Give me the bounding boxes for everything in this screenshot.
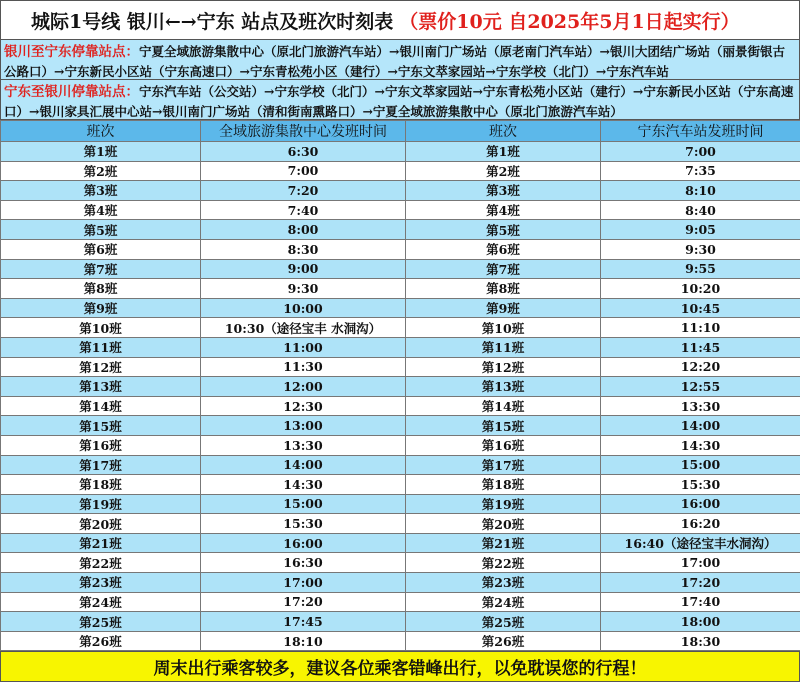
table-row bbox=[1, 612, 800, 632]
trip-number-cell: 第2班 bbox=[1, 161, 201, 181]
departure-time-cell: 16:00 bbox=[601, 494, 800, 514]
table-row bbox=[1, 475, 800, 495]
trip-number-cell: 第8班 bbox=[1, 279, 201, 299]
trip-number-cell: 第2班 bbox=[406, 161, 601, 181]
departure-time-cell: 16:00 bbox=[201, 533, 406, 553]
table-row bbox=[1, 377, 800, 397]
trip-number-cell: 第21班 bbox=[406, 533, 601, 553]
col-header: 班次 bbox=[1, 121, 201, 142]
departure-time-cell: 15:30 bbox=[201, 514, 406, 534]
col-header: 班次 bbox=[406, 121, 601, 142]
table-row bbox=[1, 298, 800, 318]
table-row bbox=[1, 318, 800, 338]
stops-yinchuan-to-ningdong bbox=[0, 40, 800, 80]
departure-time-cell: 11:30 bbox=[201, 357, 406, 377]
departure-time-cell: 17:45 bbox=[201, 612, 406, 632]
departure-time-cell: 11:45 bbox=[601, 337, 800, 357]
departure-time-cell: 9:30 bbox=[601, 239, 800, 259]
departure-time-cell: 10:45 bbox=[601, 298, 800, 318]
table-header-row bbox=[1, 121, 800, 142]
trip-number-cell: 第9班 bbox=[1, 298, 201, 318]
trip-number-cell: 第24班 bbox=[1, 592, 201, 612]
trip-number-cell: 第15班 bbox=[1, 416, 201, 436]
departure-time-cell: 14:30 bbox=[201, 475, 406, 495]
table-row bbox=[1, 200, 800, 220]
trip-number-cell: 第3班 bbox=[406, 181, 601, 201]
departure-time-cell: 15:30 bbox=[601, 475, 800, 495]
trip-number-cell: 第20班 bbox=[1, 514, 201, 534]
table-row bbox=[1, 494, 800, 514]
departure-time-cell: 8:10 bbox=[601, 181, 800, 201]
schedule-table bbox=[0, 120, 800, 651]
trip-number-cell: 第4班 bbox=[406, 200, 601, 220]
trip-number-cell: 第19班 bbox=[406, 494, 601, 514]
departure-time-cell: 17:20 bbox=[601, 573, 800, 593]
trip-number-cell: 第22班 bbox=[1, 553, 201, 573]
trip-number-cell: 第13班 bbox=[406, 377, 601, 397]
trip-number-cell: 第5班 bbox=[406, 220, 601, 240]
trip-number-cell: 第11班 bbox=[1, 337, 201, 357]
trip-number-cell: 第22班 bbox=[406, 553, 601, 573]
trip-number-cell: 第16班 bbox=[1, 435, 201, 455]
departure-time-cell: 12:00 bbox=[201, 377, 406, 397]
departure-time-cell: 17:20 bbox=[201, 592, 406, 612]
departure-time-cell: 18:30 bbox=[601, 631, 800, 651]
departure-time-cell: 13:00 bbox=[201, 416, 406, 436]
table-row bbox=[1, 592, 800, 612]
departure-time-cell: 13:30 bbox=[201, 435, 406, 455]
table-row bbox=[1, 533, 800, 553]
departure-time-cell: 16:20 bbox=[601, 514, 800, 534]
trip-number-cell: 第21班 bbox=[1, 533, 201, 553]
departure-time-cell: 7:20 bbox=[201, 181, 406, 201]
departure-time-cell: 10:30（途径宝丰 水洞沟） bbox=[201, 318, 406, 338]
departure-time-cell: 10:20 bbox=[601, 279, 800, 299]
departure-time-cell: 7:40 bbox=[201, 200, 406, 220]
table-row bbox=[1, 279, 800, 299]
trip-number-cell: 第23班 bbox=[1, 573, 201, 593]
departure-time-cell: 17:40 bbox=[601, 592, 800, 612]
stops-ningdong-to-yinchuan bbox=[0, 80, 800, 120]
trip-number-cell: 第17班 bbox=[1, 455, 201, 475]
departure-time-cell: 12:55 bbox=[601, 377, 800, 397]
departure-time-cell: 18:10 bbox=[201, 631, 406, 651]
table-row bbox=[1, 631, 800, 651]
departure-time-cell: 9:05 bbox=[601, 220, 800, 240]
stops-label: 宁东至银川停靠站点： bbox=[4, 84, 139, 100]
departure-time-cell: 7:35 bbox=[601, 161, 800, 181]
table-row bbox=[1, 142, 800, 162]
trip-number-cell: 第24班 bbox=[406, 592, 601, 612]
trip-number-cell: 第12班 bbox=[406, 357, 601, 377]
trip-number-cell: 第10班 bbox=[1, 318, 201, 338]
departure-time-cell: 12:30 bbox=[201, 396, 406, 416]
departure-time-cell: 6:30 bbox=[201, 142, 406, 162]
footer-notice: 周末出行乘客较多，建议各位乘客错峰出行，以免耽误您的行程！ bbox=[0, 651, 800, 682]
stops-label: 银川至宁东停靠站点： bbox=[4, 44, 139, 60]
departure-time-cell: 10:00 bbox=[201, 298, 406, 318]
table-row bbox=[1, 259, 800, 279]
table-row bbox=[1, 357, 800, 377]
departure-time-cell: 8:00 bbox=[201, 220, 406, 240]
table-row bbox=[1, 455, 800, 475]
table-row bbox=[1, 573, 800, 593]
departure-time-cell: 8:30 bbox=[201, 239, 406, 259]
trip-number-cell: 第9班 bbox=[406, 298, 601, 318]
departure-time-cell: 14:00 bbox=[201, 455, 406, 475]
trip-number-cell: 第1班 bbox=[406, 142, 601, 162]
trip-number-cell: 第19班 bbox=[1, 494, 201, 514]
departure-time-cell: 16:30 bbox=[201, 553, 406, 573]
trip-number-cell: 第17班 bbox=[406, 455, 601, 475]
trip-number-cell: 第16班 bbox=[406, 435, 601, 455]
table-row bbox=[1, 161, 800, 181]
trip-number-cell: 第18班 bbox=[406, 475, 601, 495]
departure-time-cell: 13:30 bbox=[601, 396, 800, 416]
trip-number-cell: 第15班 bbox=[406, 416, 601, 436]
trip-number-cell: 第7班 bbox=[406, 259, 601, 279]
trip-number-cell: 第10班 bbox=[406, 318, 601, 338]
table-row bbox=[1, 435, 800, 455]
title-main: 城际1号线 银川←→宁东 站点及班次时刻表 bbox=[31, 7, 393, 34]
departure-time-cell: 16:40（途径宝丰水洞沟） bbox=[601, 533, 800, 553]
departure-time-cell: 15:00 bbox=[201, 494, 406, 514]
departure-time-cell: 11:00 bbox=[201, 337, 406, 357]
table-row bbox=[1, 396, 800, 416]
departure-time-cell: 12:20 bbox=[601, 357, 800, 377]
trip-number-cell: 第20班 bbox=[406, 514, 601, 534]
trip-number-cell: 第23班 bbox=[406, 573, 601, 593]
title-fare-note: （票价10元 自2025年5月1日起实行） bbox=[399, 7, 739, 34]
trip-number-cell: 第26班 bbox=[406, 631, 601, 651]
trip-number-cell: 第5班 bbox=[1, 220, 201, 240]
departure-time-cell: 8:40 bbox=[601, 200, 800, 220]
trip-number-cell: 第1班 bbox=[1, 142, 201, 162]
table-row bbox=[1, 337, 800, 357]
departure-time-cell: 9:55 bbox=[601, 259, 800, 279]
col-header: 全域旅游集散中心发班时间 bbox=[201, 121, 406, 142]
trip-number-cell: 第18班 bbox=[1, 475, 201, 495]
departure-time-cell: 9:30 bbox=[201, 279, 406, 299]
trip-number-cell: 第25班 bbox=[406, 612, 601, 632]
trip-number-cell: 第25班 bbox=[1, 612, 201, 632]
trip-number-cell: 第14班 bbox=[1, 396, 201, 416]
departure-time-cell: 7:00 bbox=[601, 142, 800, 162]
table-row bbox=[1, 553, 800, 573]
departure-time-cell: 14:30 bbox=[601, 435, 800, 455]
table-row bbox=[1, 416, 800, 436]
departure-time-cell: 7:00 bbox=[201, 161, 406, 181]
stops-text: 宁夏全域旅游集散中心（原北门旅游汽车站）→银川南门广场站（原老南门汽车站）→银川大团结广场站（丽景街银古公路口）→宁东新民小区站（宁东高速口）→宁东青松苑小区（建行）→宁东文萃家园站→宁东学校（北门）→宁东汽车站 bbox=[4, 44, 785, 79]
trip-number-cell: 第7班 bbox=[1, 259, 201, 279]
stops-text: 宁东汽车站（公交站）→宁东学校（北门）→宁东文萃家园站→宁东青松苑小区站（建行）→宁东新民小区站（宁东高速口）→银川家具汇展中心站→银川南门广场站（清和街南熏路口）→宁夏全域旅游集散中心（原北门旅游汽车站） bbox=[4, 84, 793, 119]
trip-number-cell: 第12班 bbox=[1, 357, 201, 377]
departure-time-cell: 15:00 bbox=[601, 455, 800, 475]
trip-number-cell: 第14班 bbox=[406, 396, 601, 416]
trip-number-cell: 第26班 bbox=[1, 631, 201, 651]
trip-number-cell: 第3班 bbox=[1, 181, 201, 201]
trip-number-cell: 第6班 bbox=[1, 239, 201, 259]
table-row bbox=[1, 181, 800, 201]
trip-number-cell: 第4班 bbox=[1, 200, 201, 220]
departure-time-cell: 11:10 bbox=[601, 318, 800, 338]
table-row bbox=[1, 239, 800, 259]
table-row bbox=[1, 514, 800, 534]
departure-time-cell: 17:00 bbox=[601, 553, 800, 573]
departure-time-cell: 14:00 bbox=[601, 416, 800, 436]
trip-number-cell: 第6班 bbox=[406, 239, 601, 259]
departure-time-cell: 9:00 bbox=[201, 259, 406, 279]
trip-number-cell: 第13班 bbox=[1, 377, 201, 397]
col-header: 宁东汽车站发班时间 bbox=[601, 121, 800, 142]
trip-number-cell: 第11班 bbox=[406, 337, 601, 357]
table-row bbox=[1, 220, 800, 240]
page-title bbox=[0, 0, 800, 40]
departure-time-cell: 17:00 bbox=[201, 573, 406, 593]
departure-time-cell: 18:00 bbox=[601, 612, 800, 632]
trip-number-cell: 第8班 bbox=[406, 279, 601, 299]
